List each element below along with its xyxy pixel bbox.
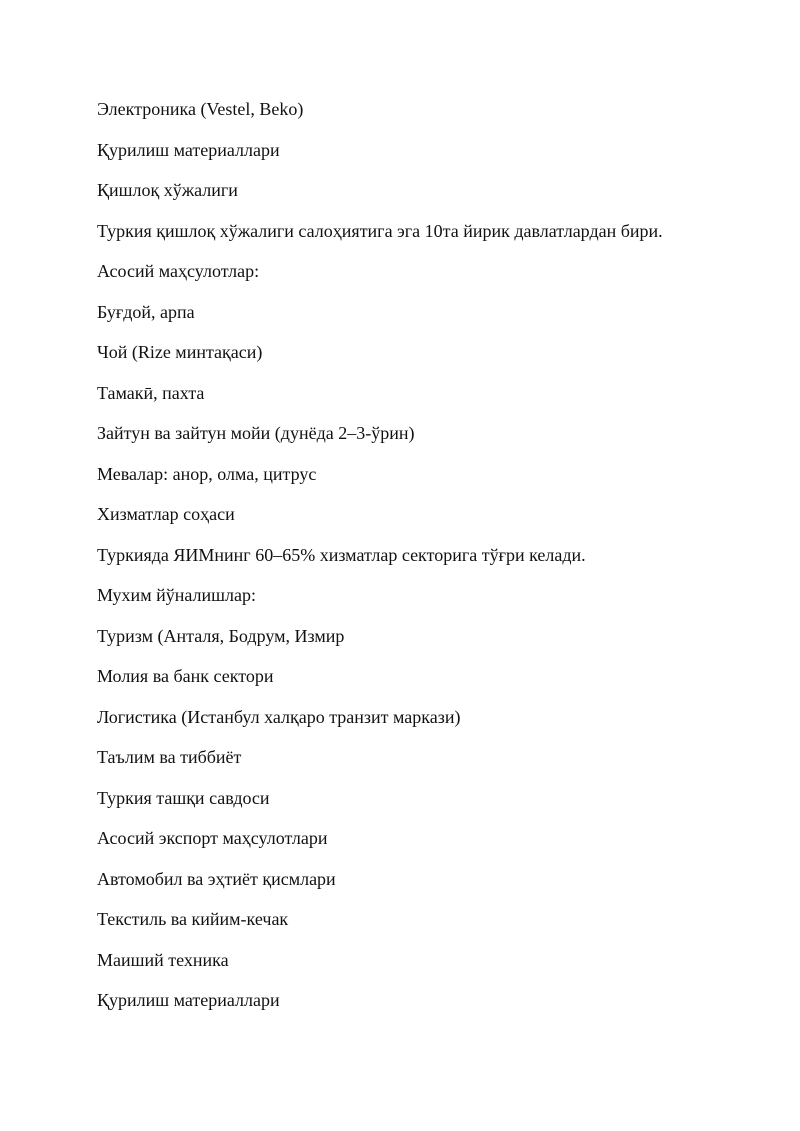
text-line: Электроника (Vestel, Beko) bbox=[97, 99, 304, 119]
text-line: Логистика (Истанбул халқаро транзит маркази) bbox=[97, 706, 461, 727]
text-line: Тамакӣ, пахта bbox=[97, 382, 205, 403]
section-heading: Туркия ташқи савдоси bbox=[97, 787, 270, 808]
text-line: Таълим ва тиббиёт bbox=[97, 747, 242, 767]
text-line: Қурилиш материаллари bbox=[97, 990, 280, 1010]
text-line: Қурилиш материаллари bbox=[97, 139, 280, 160]
section-heading: Қишлоқ хўжалиги bbox=[97, 180, 238, 200]
text-line: Маиший техника bbox=[97, 949, 229, 970]
text-line: Молия ва банк сектори bbox=[97, 666, 274, 686]
text-line: Автомобил ва эҳтиёт қисмлари bbox=[97, 868, 336, 889]
document-body bbox=[97, 94, 757, 1026]
text-line: Чой (Rize минтақаси) bbox=[97, 342, 263, 362]
text-line: Мевалар: анор, олма, цитрус bbox=[97, 463, 317, 484]
text-line: Текстиль ва кийим-кечак bbox=[97, 909, 289, 929]
text-line: Зайтун ва зайтун мойи (дунёда 2–3-ўрин) bbox=[97, 423, 415, 443]
text-line: Туркия қишлоқ хўжалиги салоҳиятига эга 10та йирик давлатлардан бири. bbox=[97, 220, 663, 241]
text-line: Буғдой, арпа bbox=[97, 301, 195, 322]
section-heading: Хизматлар соҳаси bbox=[97, 504, 235, 524]
text-line: Туризм (Анталя, Бодрум, Измир bbox=[97, 625, 345, 646]
text-line: Мухим йўналишлар: bbox=[97, 585, 256, 605]
text-line: Асосий экспорт маҳсулотлари bbox=[97, 828, 328, 848]
text-line: Асосий маҳсулотлар: bbox=[97, 261, 260, 281]
text-line: Туркияда ЯИМнинг 60–65% хизматлар секторига тўғри келади. bbox=[97, 544, 586, 565]
